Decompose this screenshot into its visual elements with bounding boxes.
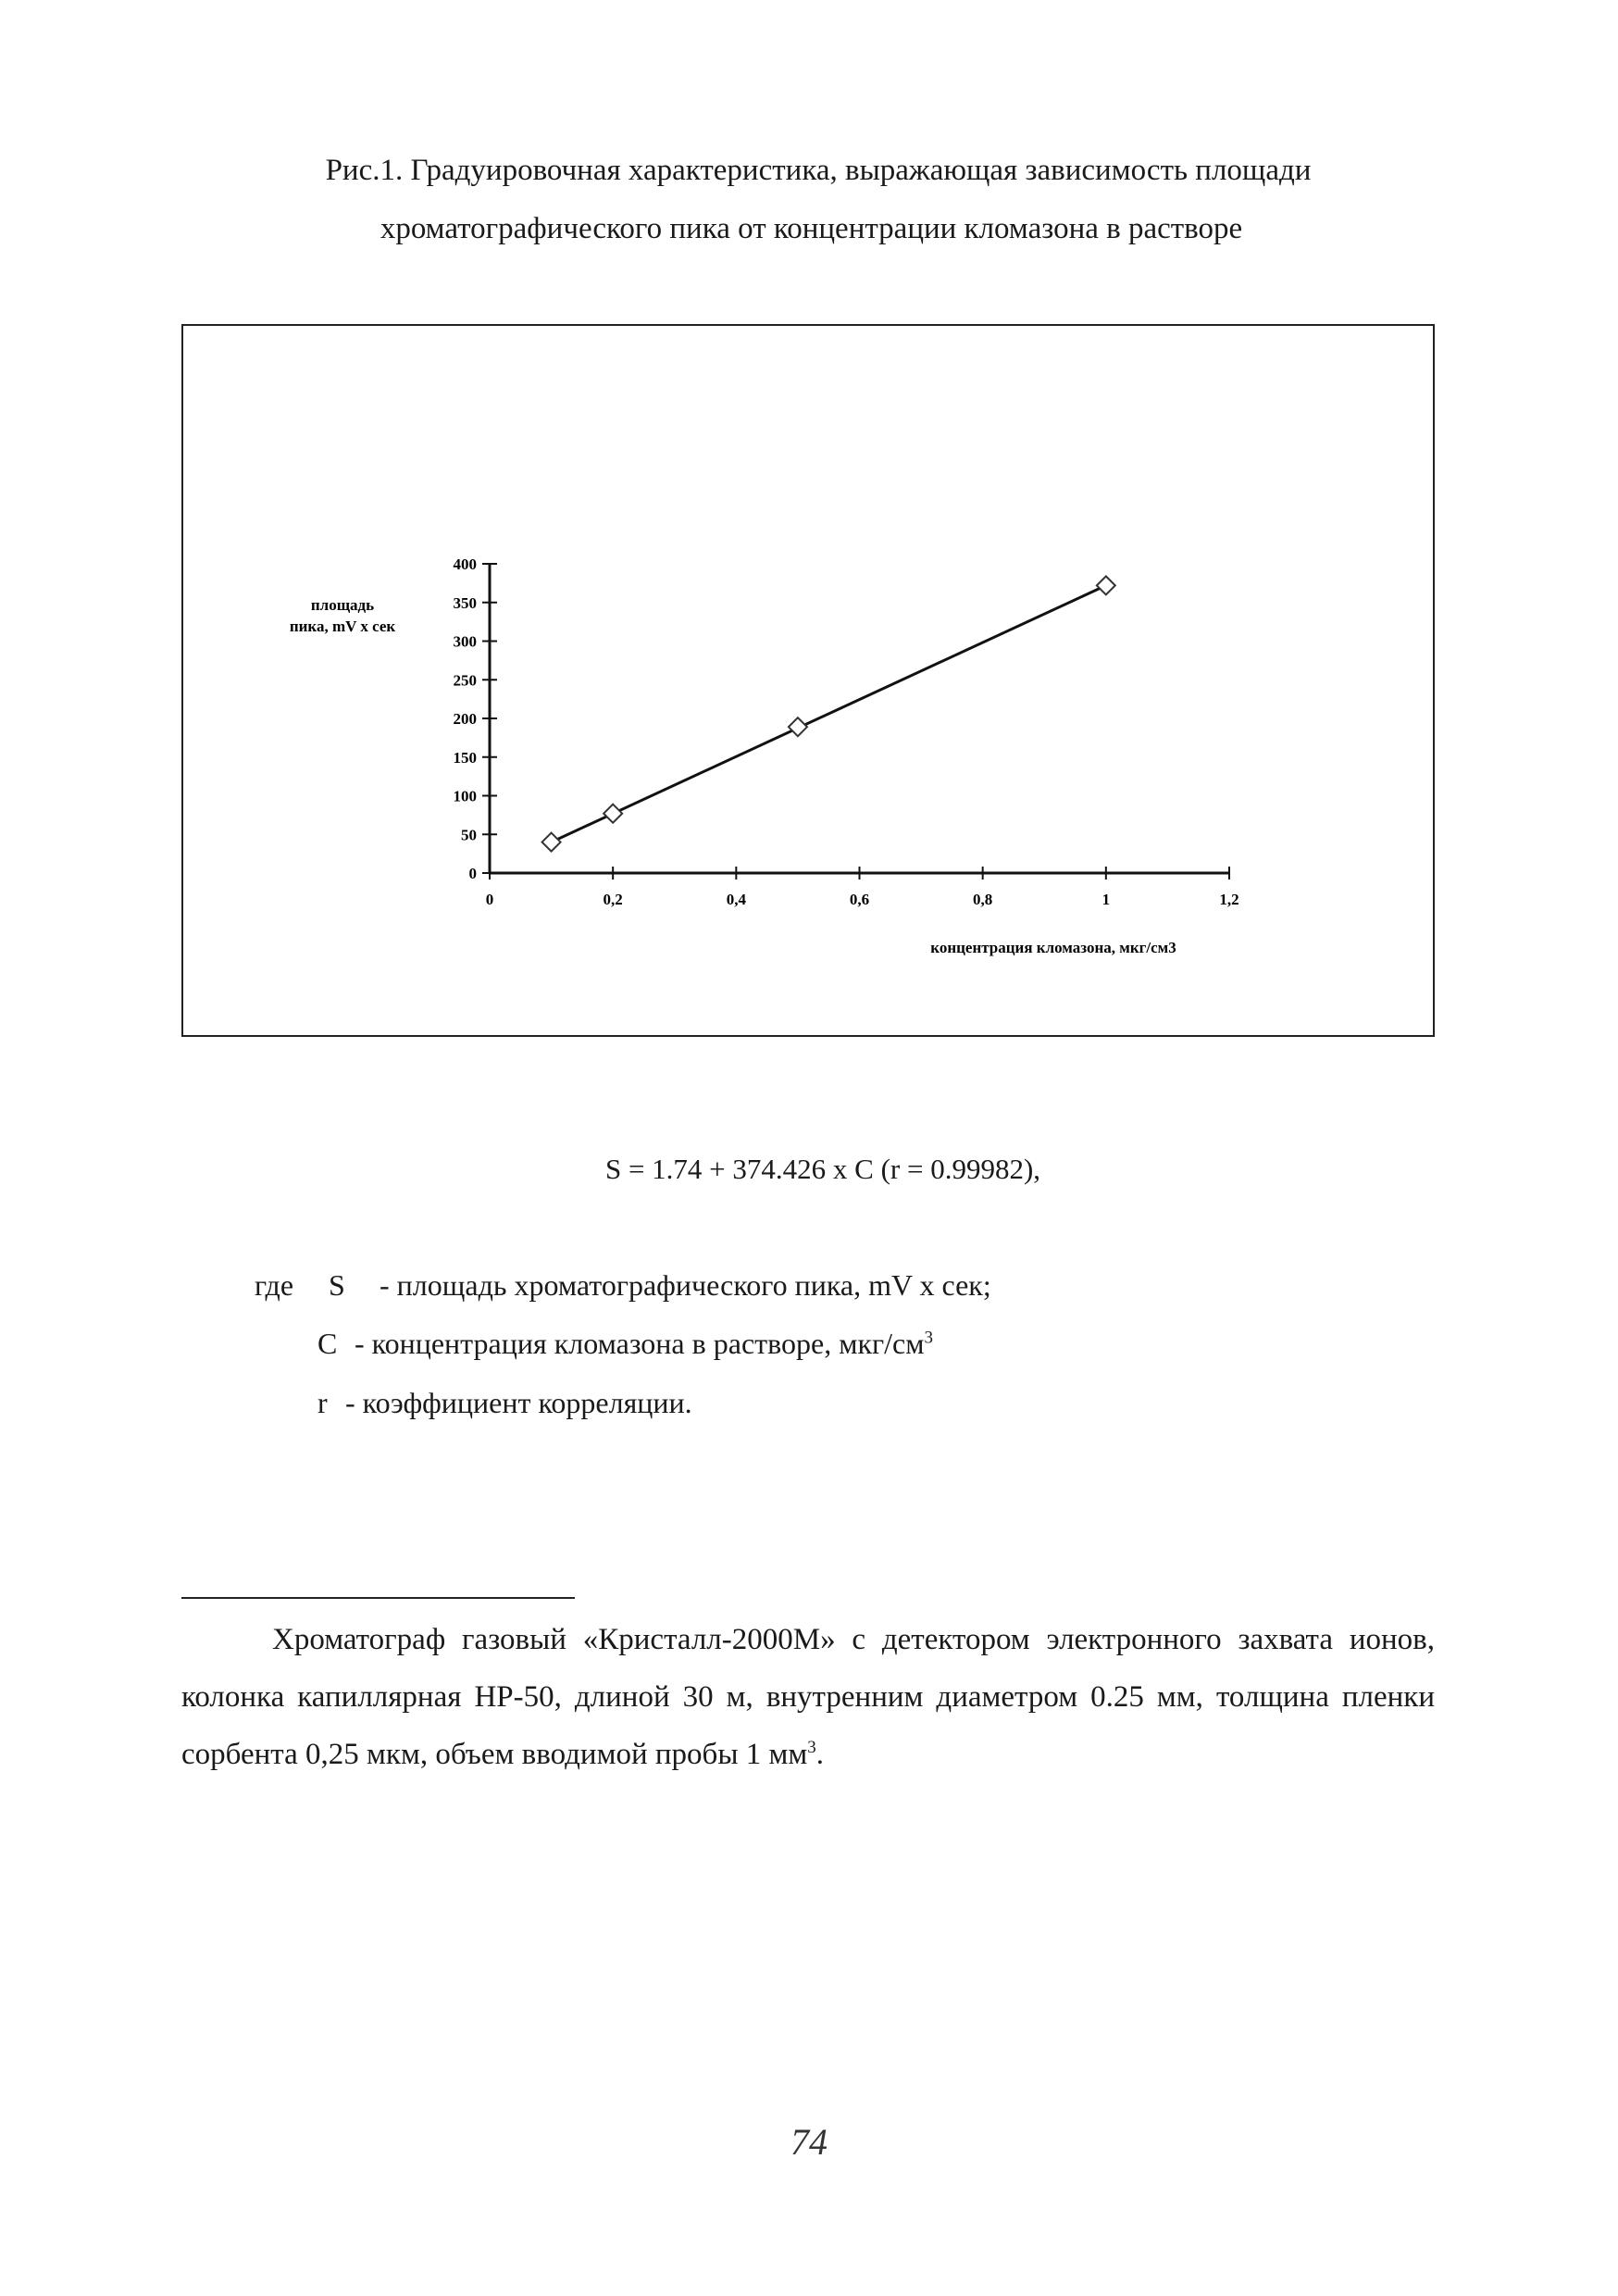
legend-text-s: - площадь хроматографического пика, mV x сек; (380, 1268, 991, 1302)
series-line (552, 585, 1106, 842)
x-axis-label: концентрация кломазона, мкг/см3 (930, 939, 1176, 956)
legend-text-r: - коэффициент корреляции. (345, 1386, 692, 1419)
data-point-marker (542, 833, 561, 852)
legend-prefix: где (255, 1268, 294, 1302)
legend-c-superscript: 3 (924, 1328, 933, 1348)
y-tick-label: 0 (468, 865, 477, 882)
y-tick-label: 200 (453, 710, 477, 728)
y-tick-label: 100 (453, 787, 477, 805)
figure-caption-line-2: хроматографического пика от концентрации кломазона в растворе (380, 212, 1243, 245)
legend-row-c (317, 1327, 933, 1361)
figure-caption-line-1: Рис.1. Градуировочная характеристика, выражающая зависимость площади (325, 154, 1312, 187)
y-tick-label: 150 (453, 748, 477, 767)
page-number: 74 (790, 2121, 828, 2163)
legend-symbol-c: C (317, 1327, 338, 1360)
y-tick-label: 400 (453, 555, 477, 573)
legend-text-c: - концентрация кломазона в растворе, мкг/см (355, 1327, 925, 1360)
y-tick-label: 350 (453, 593, 477, 612)
legend-row-r (317, 1386, 692, 1420)
y-tick-label: 250 (453, 671, 477, 690)
footnote-divider (181, 1597, 575, 1599)
x-tick-label: 0,2 (603, 891, 623, 908)
x-tick-label: 0,8 (973, 891, 993, 908)
chart-frame (181, 324, 1435, 1037)
x-tick-label: 1 (1101, 891, 1111, 908)
y-axis-label-line-1: площадь (310, 596, 375, 614)
x-tick-label: 1,2 (1219, 891, 1239, 908)
data-point-marker (1097, 576, 1115, 594)
footnote-end: . (815, 1738, 825, 1771)
data-point-marker (604, 805, 622, 823)
y-tick-label: 50 (461, 826, 477, 844)
y-tick-label: 300 (453, 632, 477, 651)
y-axis-label-line-2: пика, mV x сек (289, 618, 396, 635)
legend-row-s (255, 1268, 991, 1303)
x-tick-label: 0,6 (849, 891, 870, 908)
legend-symbol-s: S (329, 1268, 345, 1302)
footnote (181, 1611, 1435, 1783)
x-tick-label: 0,4 (726, 891, 746, 908)
footnote-superscript: 3 (807, 1738, 816, 1757)
data-point-marker (789, 718, 807, 736)
footnote-text: Хроматограф газовый «Кристалл-2000М» с детектором электронного захвата ионов, колонка капиллярная HP-50, длиной 30 м, внутренним диаметром 0.25 мм, толщина пленки сорбента 0,25 мкм, объем вводимой пробы 1 мм (181, 1623, 1435, 1771)
calibration-chart (183, 326, 1433, 1035)
x-tick-label: 0 (485, 891, 494, 908)
regression-formula: S = 1.74 + 374.426 x C (r = 0.99982), (604, 1153, 1041, 1185)
legend-symbol-r: r (317, 1386, 328, 1419)
